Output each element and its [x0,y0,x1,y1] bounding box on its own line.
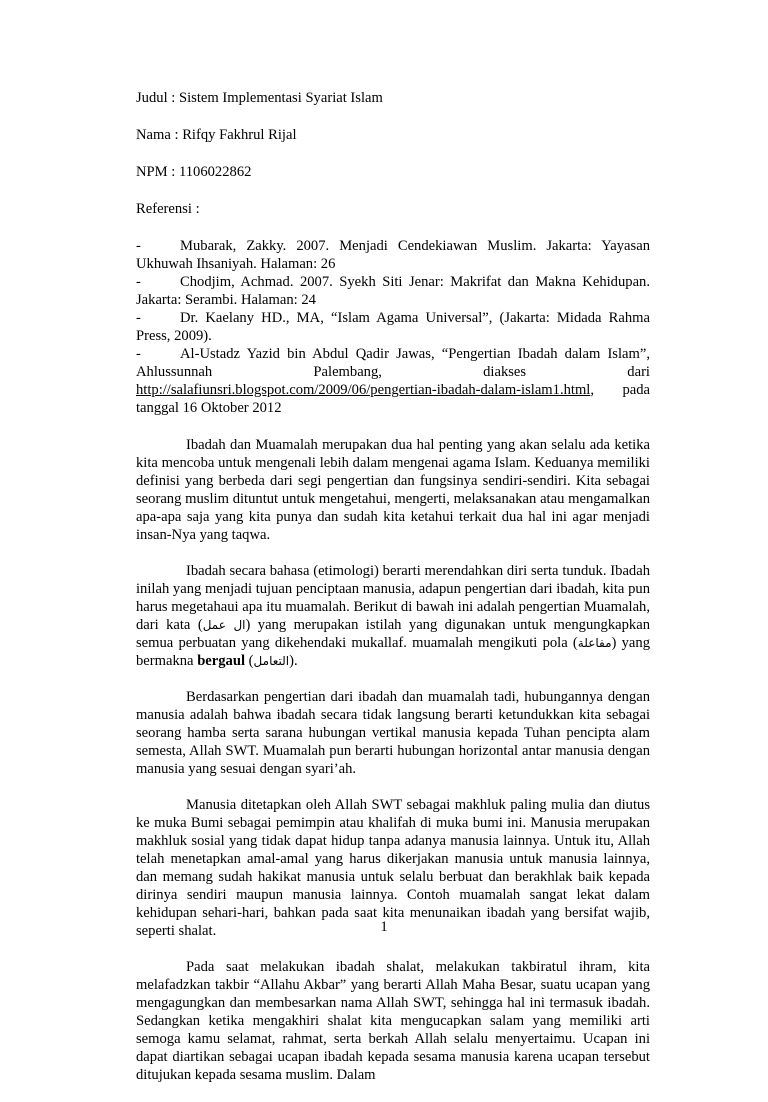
paragraph-text: Ibadah secara bahasa (etimologi) berarti merendahkan diri serta tunduk. Ibadah inilah yang menjadi tujuan penciptaan manusia, adapun pengertian dari ibadah, kita pun harus megetahaui apa itu muamalah. Berikut di bawah ini adalah pengertian Muamalah, dari kata ( [136,563,650,633]
list-dash: - [136,310,141,326]
reference-text: Chodjim, Achmad. 2007. Syekh Siti Jenar: Makrifat dan Makna Kehidupan. Jakarta: Serambi. Halaman: 24 [136,274,650,308]
paragraph-human: Manusia ditetapkan oleh Allah SWT sebagai makhluk paling mulia dan diutus ke muka Bumi sebagai pemimpin atau khalifah di muka bumi ini. Manusia merupakan makhluk sosial yang tidak dapat hidup tanpa adanya manusia lainnya. Untuk itu, Allah telah menetapkan amal-amal yang harus dikerjakan manusia untuk manusia lainnya, dan memang sudah hakikat manusia untuk selalu berbuat dan berakhlak baik kepada dirinya sendiri maupun manusia lainnya. Contoh muamalah sangat lekat dalam kehidupan sehari-hari, bahkan pada saat kita menunaikan ibadah yang bersifat wajib, seperti shalat. [136,797,650,939]
paragraph-relation: Berdasarkan pengertian dari ibadah dan muamalah tadi, hubungannya dengan manusia adalah bahwa ibadah secara tidak langsung berarti ketundukkan kita sebagai seorang hamba serta sarana hubungan vertikal manusia kepada Tuhan pencipta alam semesta, Allah SWT. Muamalah pun berarti hubungan horizontal antar manusia dengan manusia yang sesuai dengan syari’ah. [136,689,650,777]
npm-line: NPM : 1106022862 [136,164,252,180]
arabic-term: التعامل [253,654,290,668]
reference-text: , pada tanggal 16 Oktober 2012 [136,382,650,416]
references-heading: Referensi : [136,201,200,217]
paragraph-text: ) yang bermakna [136,635,650,669]
paragraph-text: ). [289,653,298,669]
reference-text: Mubarak, Zakky. 2007. Menjadi Cendekiawan Muslim. Jakarta: Yayasan Ukhuwah Ihsaniyah. Halaman: 26 [136,238,650,272]
document-body [136,89,650,1102]
paragraph-definition [136,562,650,670]
reference-list [136,237,650,417]
page-number: 1 [380,919,388,935]
paragraph-text: ( [245,653,254,669]
reference-text: Dr. Kaelany HD., MA, “Islam Agama Universal”, (Jakarta: Midada Rahma Press, 2009). [136,310,650,344]
reference-link[interactable]: http://salafiunsri.blogspot.com/2009/06/pengertian-ibadah-dalam-islam1.html [136,382,591,398]
paragraph-text: ) yang merupakan istilah yang digunakan untuk mengungkapkan semua perbuatan yang dikehendaki mukallaf. muamalah mengikuti pola ( [136,617,650,651]
list-dash: - [136,274,141,290]
reference-item [136,237,650,273]
reference-item [136,309,650,345]
name-line: Nama : Rifqy Fakhrul Rijal [136,127,297,143]
list-dash: - [136,238,141,254]
arabic-term: مفاعلة [577,636,612,650]
list-dash: - [136,346,141,362]
reference-text: Al-Ustadz Yazid bin Abdul Qadir Jawas, “Pengertian Ibadah dalam Islam”, Ahlussunnah Palembang, diakses dari [136,346,650,380]
title-line: Judul : Sistem Implementasi Syariat Islam [136,90,383,106]
paragraph-prayer: Pada saat melakukan ibadah shalat, melakukan takbiratul ihram, kita melafadzkan takbir “Allahu Akbar” yang berarti Allah Maha Besar, suatu ucapan yang mengagungkan dan membesarkan nama Allah SWT, sehingga hal ini termasuk ibadah. Sedangkan ketika mengakhiri shalat kita mengucapkan salam yang memiliki arti semoga kamu selamat, rahmat, serta berkah Allah selalu menyertaimu. Ucapan ini dapat diartikan sebagai ucapan ibadah kepada sesama manusia karena ucapan tersebut ditujukan kepada sesama muslim. Dalam [136,959,650,1083]
reference-item [136,345,650,417]
arabic-term: ال عمل [202,618,246,632]
paragraph-intro: Ibadah dan Muamalah merupakan dua hal penting yang akan selalu ada ketika kita mencoba untuk mengenali lebih dalam mengenai agama Islam. Keduanya memiliki definisi yang berbeda dari segi pengertian dan fungsinya sendiri-sendiri. Kita sebagai seorang muslim dituntut untuk mengetahui, mengerti, melaksanakan atau mengamalkan apa-apa saja yang kita punya dan sudah kita ketahui terkait dua hal ini agar menjadi insan-Nya yang taqwa. [136,437,650,543]
reference-item [136,273,650,309]
bold-term: bergaul [197,653,246,669]
